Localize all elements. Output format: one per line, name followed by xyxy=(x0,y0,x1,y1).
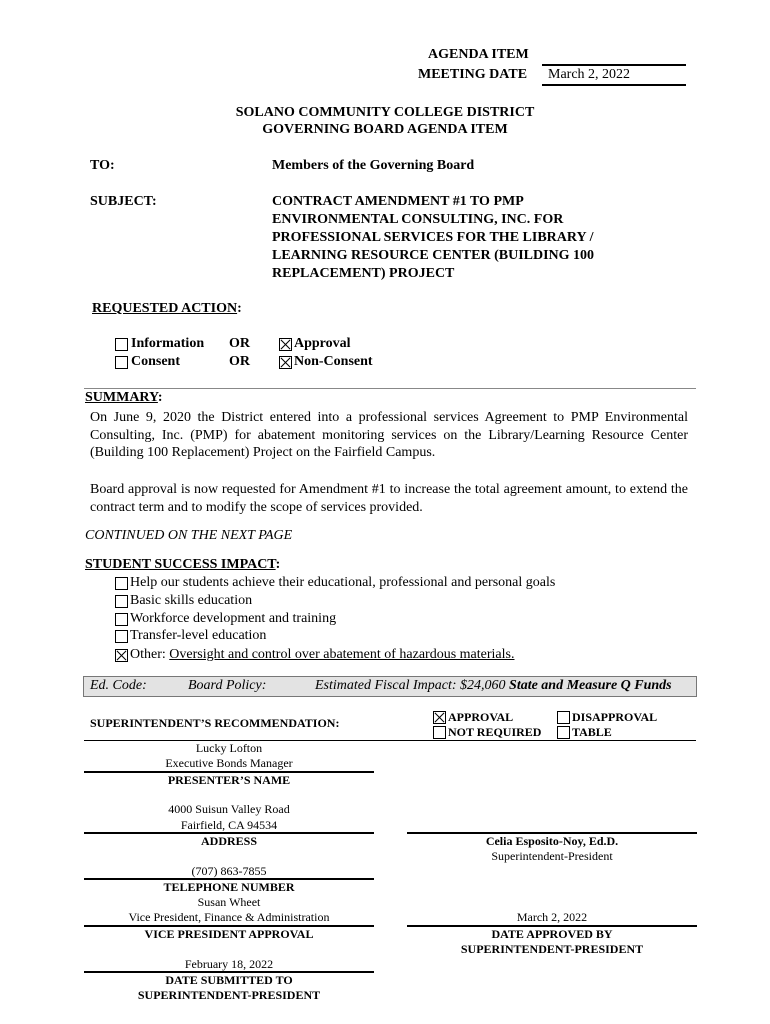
approval-label: Approval xyxy=(294,336,351,351)
telephone-value: (707) 863-7855 xyxy=(191,864,267,878)
subject-line: CONTRACT AMENDMENT #1 TO PMP xyxy=(272,194,524,209)
section-divider xyxy=(84,388,696,389)
date-approved-label: SUPERINTENDENT-PRESIDENT xyxy=(460,942,644,956)
summary-paragraph-2: Board approval is now requested for Amendment #1 to increase the total agreement amount, to extend the contract term and to modify the scope of services provided. xyxy=(90,482,688,515)
recommendation-approval-label: APPROVAL xyxy=(448,710,514,724)
student-success-item: Transfer-level education xyxy=(130,628,267,643)
other-item: Other: Oversight and control over abatement of hazardous materials. xyxy=(130,647,515,662)
non-consent-checkbox[interactable] xyxy=(279,356,292,369)
address-label: ADDRESS xyxy=(200,834,257,848)
presenter-name: Lucky Lofton xyxy=(195,741,263,755)
recommendation-not-required-checkbox[interactable] xyxy=(433,726,446,739)
vp-name: Susan Wheet xyxy=(197,895,261,909)
meeting-date-value: March 2, 2022 xyxy=(548,67,631,82)
agenda-item-blank xyxy=(542,64,686,66)
subject-line: PROFESSIONAL SERVICES FOR THE LIBRARY / xyxy=(272,230,594,245)
presenter-label: PRESENTER’S NAME xyxy=(167,773,291,787)
date-approved-value: March 2, 2022 xyxy=(516,910,588,924)
or-label: OR xyxy=(229,336,250,351)
consent-checkbox[interactable] xyxy=(115,356,128,369)
ed-code-label: Ed. Code: xyxy=(90,678,147,693)
recommendation-approval-checkbox[interactable] xyxy=(433,711,446,724)
superintendent-title: Superintendent-President xyxy=(491,849,613,863)
recommendation-not-required-label: NOT REQUIRED xyxy=(448,725,542,739)
student-success-item: Basic skills education xyxy=(130,593,253,608)
vp-title: Vice President, Finance & Administration xyxy=(128,910,330,924)
requested-action-heading: REQUESTED ACTION: xyxy=(92,301,242,316)
meeting-date-label: MEETING DATE xyxy=(418,67,528,82)
consent-label: Consent xyxy=(131,354,181,369)
student-success-heading: STUDENT SUCCESS IMPACT: xyxy=(85,557,281,572)
information-label: Information xyxy=(131,336,205,351)
student-success-checkbox[interactable] xyxy=(115,630,128,643)
student-success-checkbox[interactable] xyxy=(115,577,128,590)
agenda-item-label: AGENDA ITEM xyxy=(428,47,529,62)
student-success-checkbox[interactable] xyxy=(115,613,128,626)
approval-checkbox[interactable] xyxy=(279,338,292,351)
date-submitted-label: DATE SUBMITTED TO xyxy=(165,973,293,987)
superintendent-name: Celia Esposito-Noy, Ed.D. xyxy=(485,834,619,848)
vp-label: VICE PRESIDENT APPROVAL xyxy=(144,927,314,941)
district-title: SOLANO COMMUNITY COLLEGE DISTRICT xyxy=(235,105,535,120)
recommendation-table-checkbox[interactable] xyxy=(557,726,570,739)
superintendent-recommendation-label: SUPERINTENDENT’S RECOMMENDATION: xyxy=(90,716,340,730)
address-line-2: Fairfield, CA 94534 xyxy=(180,818,278,832)
board-agenda-title: GOVERNING BOARD AGENDA ITEM xyxy=(262,122,508,137)
summary-heading: SUMMARY: xyxy=(85,390,163,405)
or-label: OR xyxy=(229,354,250,369)
subject-line: REPLACEMENT) PROJECT xyxy=(272,266,455,281)
summary-paragraph-1: On June 9, 2020 the District entered into a professional services Agreement to PMP Environmental Consulting, Inc. (PMP) for abatement monitoring services on the Library/Learning Resource Center (Building 100 Replacement) Project on the Fairfield Campus. xyxy=(90,410,688,460)
telephone-label: TELEPHONE NUMBER xyxy=(163,880,295,894)
other-checkbox[interactable] xyxy=(115,649,128,662)
information-checkbox[interactable] xyxy=(115,338,128,351)
to-label: TO: xyxy=(90,158,115,173)
presenter-title: Executive Bonds Manager xyxy=(165,756,293,770)
student-success-checkbox[interactable] xyxy=(115,595,128,608)
address-line-1: 4000 Suisun Valley Road xyxy=(168,802,290,816)
date-submitted-value: February 18, 2022 xyxy=(184,957,274,971)
date-approved-label: DATE APPROVED BY xyxy=(491,927,613,941)
board-policy-label: Board Policy: xyxy=(188,678,267,693)
subject-line: ENVIRONMENTAL CONSULTING, INC. FOR xyxy=(272,212,564,227)
subject-line: LEARNING RESOURCE CENTER (BUILDING 100 xyxy=(272,248,595,263)
continued-note: CONTINUED ON THE NEXT PAGE xyxy=(85,528,293,543)
subject-label: SUBJECT: xyxy=(90,194,157,209)
fiscal-impact: Estimated Fiscal Impact: $24,060 State and Measure Q Funds xyxy=(315,678,672,693)
date-submitted-label: SUPERINTENDENT-PRESIDENT xyxy=(137,988,321,1002)
student-success-item: Help our students achieve their educational, professional and personal goals xyxy=(130,575,556,590)
meeting-date-underline xyxy=(542,84,686,86)
to-value: Members of the Governing Board xyxy=(272,158,475,173)
recommendation-table-label: TABLE xyxy=(572,725,612,739)
student-success-item: Workforce development and training xyxy=(130,611,337,626)
non-consent-label: Non-Consent xyxy=(294,354,373,369)
recommendation-disapproval-checkbox[interactable] xyxy=(557,711,570,724)
recommendation-disapproval-label: DISAPPROVAL xyxy=(572,710,658,724)
